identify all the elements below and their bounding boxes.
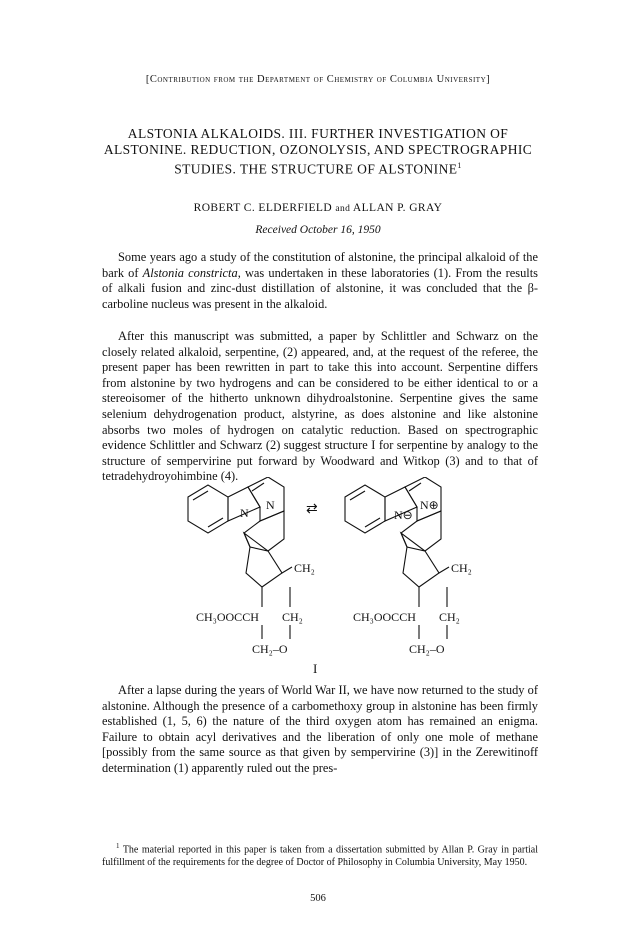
footnote-mark: 1 [116,842,120,850]
article-title [90,126,546,178]
right-ch2-o: CH₂–O [409,642,445,656]
received-date: Received October 16, 1950 [255,224,381,236]
p3-text: After a lapse during the years of World War II, we have now returned to the study of alstonine. Although the presence of a carbomethoxy group in alstonine has been firmly established (1, 5, 6) the nature of the third oxygen atom has remained an enigma. Failure to obtain acyl derivatives and the liberation of only one mole of methane [possibly from the same source as that given by sempervirine (3)] in the Zerewitinoff determination (1) apparently ruled out the pres- [102,683,538,775]
left-ring-d [244,533,282,587]
left-n2-label: N [266,498,275,512]
right-ch2-top: CH₂ [451,561,472,575]
footnote-text: The material reported in this paper is taken from a dissertation submitted by Allan P. Gray in partial fulfillment of the requirements for the degree of Doctor of Philosophy in Columbia University, May 1950. [102,844,538,868]
right-ch2-mid: CH₂ [439,610,460,624]
author-and: and [335,204,351,214]
article-title-text: ALSTONIA ALKALOIDS. III. FURTHER INVESTIGATION OF ALSTONINE. REDUCTION, OZONOLYSIS, AND SPECTROGRAPHIC STUDIES. THE STRUCTURE OF ALSTONINE [103,126,533,177]
left-ch2-mid: CH₂ [282,610,303,624]
right-ester-label: CH₃OOCCH [353,610,416,624]
left-ring-c [244,511,284,551]
p1-text-a: Some years ago a study of the constitution of alstonine, the principal alkaloid of the bark of [102,250,538,280]
right-n2-label: N⊕ [420,498,439,512]
structure-numeral: I [313,661,318,676]
equilibrium-arrow: ⇄ [306,502,318,517]
contribution-header: [Contribution from the Department of Chemistry of Columbia University] [145,74,491,85]
right-ring-d [401,533,439,587]
right-benzene-ring [345,485,385,533]
left-n1-label: N [240,506,249,520]
paragraph-2 [102,329,538,485]
structure-I-diagram [0,477,636,677]
right-n1-label: N⊖ [394,508,413,522]
author-2: ALLAN P. GRAY [352,202,443,214]
author-1: ROBERT C. ELDERFIELD [193,202,333,214]
paragraph-1 [102,250,538,312]
left-benzene-ring [188,485,228,533]
left-ch2-o: CH₂–O [252,642,288,656]
paragraph-3 [102,683,538,777]
p2-text: After this manuscript was submitted, a paper by Schlittler and Schwarz on the closely related alkaloid, serpentine, (2) appeared, and, at the request of the referee, the present paper has been rewritten in part to take this into account. Serpentine differs from alstonine by two hydrogens and can be considered to be either identical to or a stereoisomer of the hitherto unknown dihydroalstonine. Serpentine gives the same selenium dehydrogenation product, alstyrine, as does alstonine and like alstonine absorbs two moles of hydrogen on catalytic reduction. Based on spectrographic evidence Schlittler and Schwarz (2) suggest structure I for serpentine by analogy to the structure of sempervirine put forward by Woodward and Witkop (3) and to that of tetradehydroyohimbine (4). [102,329,538,484]
footnote [102,840,538,869]
author-line [0,202,636,214]
p1-text-b: , was undertaken in these laboratories (1). From the results of alkali fusion and zinc-dust distillation of alstonine, it was concluded that the β-carboline nucleus was present in the alkaloid. [102,265,538,311]
p1-species-name: Alstonia constricta [142,265,238,280]
page-number: 506 [310,893,326,904]
left-ch2-top: CH₂ [294,561,315,575]
left-ester-label: CH₃OOCCH [196,610,259,624]
title-footnote-mark: 1 [457,161,462,170]
